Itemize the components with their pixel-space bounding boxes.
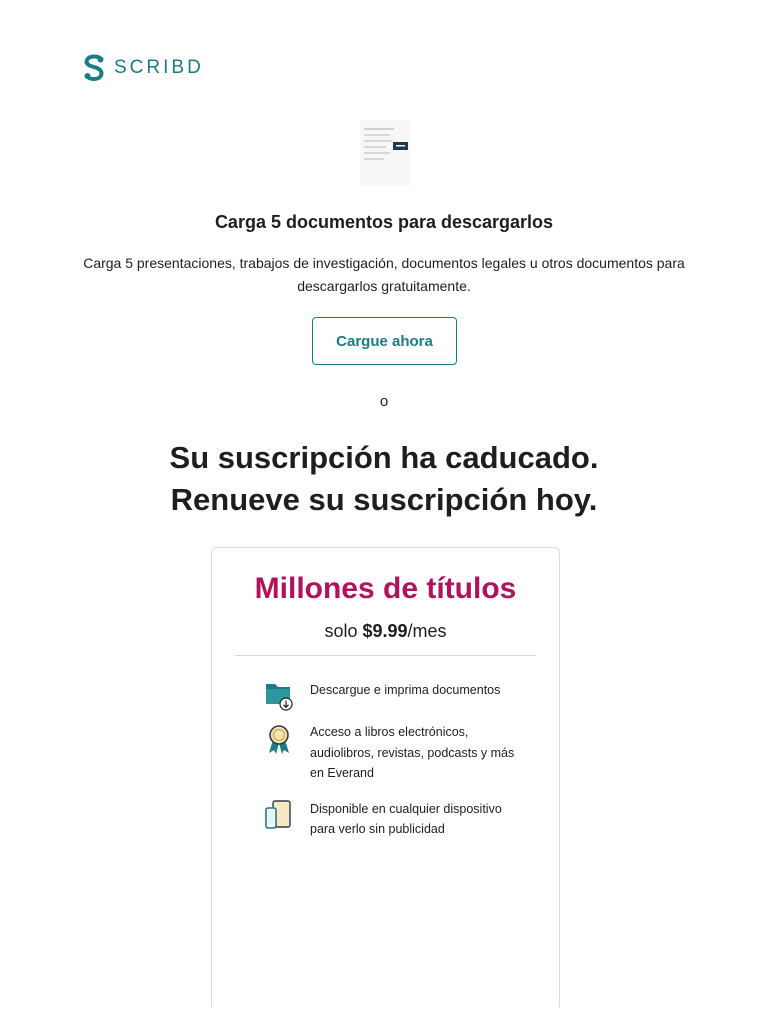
upload-now-button[interactable]: Cargue ahora: [312, 317, 457, 365]
plan-divider: [235, 655, 536, 656]
price-suffix: /mes: [407, 621, 447, 641]
scribd-logo-text: SCRIBD: [114, 57, 204, 78]
plan-title: Millones de títulos: [254, 572, 517, 605]
award-ribbon-icon: [264, 722, 296, 756]
headline-line-2: Renueve su suscripción hoy.: [170, 482, 598, 517]
scribd-logo[interactable]: [82, 54, 204, 82]
headline-line-1: Su suscripción ha caducado.: [169, 440, 599, 475]
upload-description: Carga 5 presentaciones, trabajos de investigación, documentos legales u otros documentos para descargarlos gratuitamente.: [83, 255, 685, 294]
feature-text: Disponible en cualquier dispositivo para verlo sin publicidad: [310, 801, 502, 836]
price-amount: $9.99: [362, 621, 408, 641]
feature-text: Acceso a libros electrónicos, audiolibros, revistas, podcasts y más en Everand: [310, 725, 515, 780]
feature-text: Descargue e imprima documentos: [310, 683, 501, 697]
plan-features-list: [264, 676, 524, 840]
upload-title: Carga 5 documentos para descargarlos: [214, 212, 554, 232]
plan-price: [212, 621, 559, 642]
devices-icon: [264, 799, 296, 833]
document-thumbnail-icon: [360, 120, 410, 186]
feature-item: [264, 680, 524, 702]
feature-item: [264, 799, 524, 840]
price-prefix: solo: [324, 621, 363, 641]
folder-download-icon: [264, 680, 296, 714]
plan-card: [211, 547, 560, 1007]
scribd-logo-icon: [82, 54, 106, 82]
feature-item: [264, 722, 524, 784]
subscription-expired-headline: [0, 437, 768, 521]
or-separator: o: [379, 393, 389, 410]
